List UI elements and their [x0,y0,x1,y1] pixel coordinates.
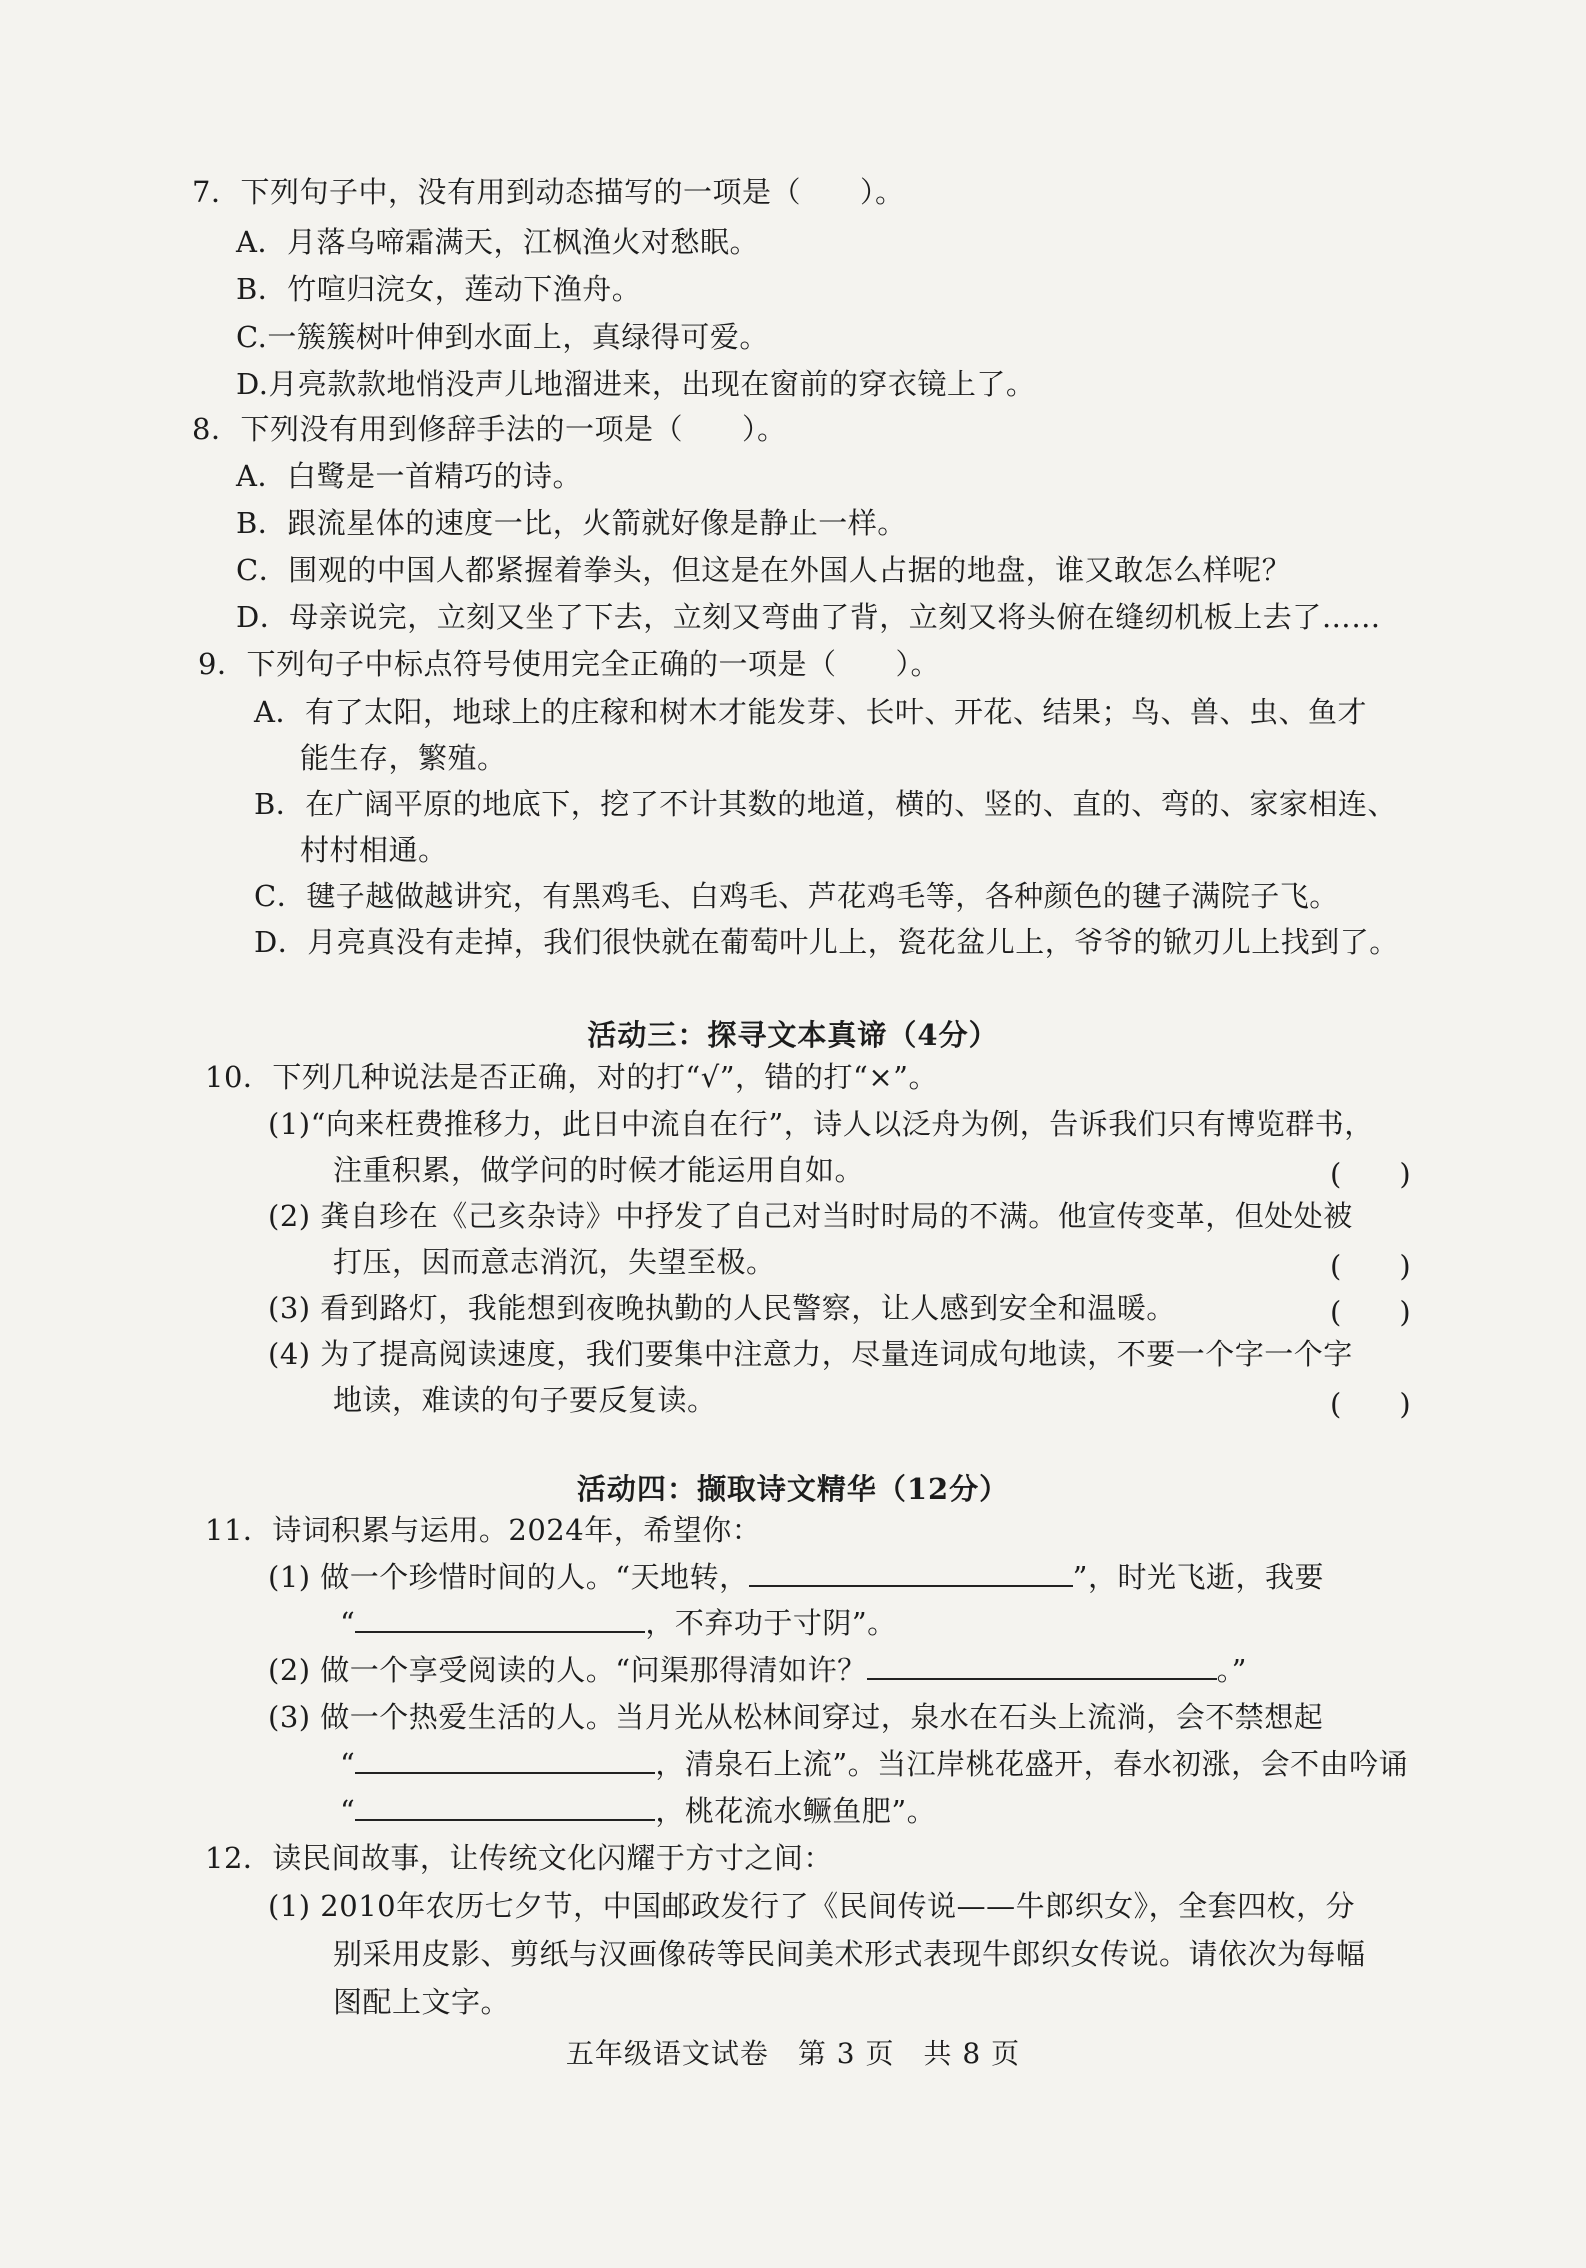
q10-item1-answer[interactable]: ( ) [1330,1157,1411,1191]
section-3-heading: 活动三：探寻文本真谛（4分） [587,1018,999,1052]
q10-item4-line2: 地读，难读的句子要反复读。 [333,1383,717,1417]
q12-item1-line3: 图配上文字。 [333,1985,511,2019]
q11-item1-text-b: ”，时光飞逝，我要 [1072,1560,1324,1594]
q11-item3-line3 [340,1791,936,1831]
q12-item1-line1: (1) 2010年农历七夕节，中国邮政发行了《民间传说——牛郎织女》，全套四枚，分 [268,1889,1356,1923]
q10-item4-answer[interactable]: ( ) [1330,1387,1411,1421]
q7-option-b: B．竹喧归浣女，莲动下渔舟。 [236,272,642,306]
q7-stem: 7．下列句子中，没有用到动态描写的一项是（ ）。 [192,175,905,209]
page-footer: 五年级语文试卷 第 3 页 共 8 页 [565,2037,1021,2070]
q9-option-b-line2: 村村相通。 [300,833,448,867]
q12-item1-line2: 别采用皮影、剪纸与汉画像砖等民间美术形式表现牛郎织女传说。请依次为每幅 [333,1937,1366,1971]
q11-item2 [268,1650,1247,1690]
q10-item2-line1: (2) 龚自珍在《己亥杂诗》中抒发了自己对当时时局的不满。他宣传变革，但处处被 [268,1199,1353,1233]
q11-item1-text-c: ，不弃功于寸阴”。 [645,1606,897,1640]
q11-item1-line2 [340,1603,897,1643]
q12-stem: 12．读民间故事，让传统文化闪耀于方寸之间： [205,1841,833,1875]
q11-item3-text-b: ，清泉石上流”。当江岸桃花盛开，春水初涨，会不由吟诵 [655,1747,1409,1781]
q11-blank-4[interactable] [355,1744,655,1774]
q8-option-b: B．跟流星体的速度一比，火箭就好像是静止一样。 [236,506,907,540]
q11-stem: 11．诗词积累与运用。2024年，希望你： [205,1513,762,1547]
q11-open-quote-3: “ [340,1794,356,1828]
q8-option-c: C．围观的中国人都紧握着拳头，但这是在外国人占据的地盘，谁又敢怎么样呢？ [236,553,1292,587]
q9-option-a-line2: 能生存，繁殖。 [300,741,507,775]
q11-blank-2[interactable] [355,1603,645,1633]
q11-item1-text-a: (1) 做一个珍惜时间的人。“天地转， [268,1560,749,1594]
q9-option-c: C．毽子越做越讲究，有黑鸡毛、白鸡毛、芦花鸡毛等，各种颜色的毽子满院子飞。 [254,879,1339,913]
q8-stem: 8．下列没有用到修辞手法的一项是（ ）。 [192,412,787,446]
q10-item2-answer[interactable]: ( ) [1330,1249,1411,1283]
q7-option-c: C.一簇簇树叶伸到水面上，真绿得可爱。 [236,320,769,354]
q11-item2-text-b: 。” [1216,1653,1247,1687]
q10-item3-answer[interactable]: ( ) [1330,1295,1411,1329]
q10-item1-line1: (1)“向来枉费推移力，此日中流自在行”，诗人以泛舟为例，告诉我们只有博览群书， [268,1107,1374,1141]
q11-blank-5[interactable] [355,1791,655,1821]
q7-option-d: D.月亮款款地悄没声儿地溜进来，出现在窗前的穿衣镜上了。 [236,367,1036,401]
q11-item2-text-a: (2) 做一个享受阅读的人。“问渠那得清如许？ [268,1653,867,1687]
q11-blank-1[interactable] [749,1557,1073,1587]
q9-option-d: D．月亮真没有走掉，我们很快就在葡萄叶儿上，瓷花盆儿上，爷爷的锨刃儿上找到了。 [254,925,1399,959]
q11-item1-line1 [268,1557,1324,1597]
q10-item2-line2: 打压，因而意志消沉，失望至极。 [333,1245,776,1279]
q9-option-b-line1: B．在广阔平原的地底下，挖了不计其数的地道，横的、竖的、直的、弯的、家家相连、 [254,787,1397,821]
q10-item3: (3) 看到路灯，我能想到夜晚执勤的人民警察，让人感到安全和温暖。 [268,1291,1176,1325]
q9-stem: 9．下列句子中标点符号使用完全正确的一项是（ ）。 [198,647,940,681]
q11-item3-line1: (3) 做一个热爱生活的人。当月光从松林间穿过，泉水在石头上流淌，会不禁想起 [268,1700,1324,1734]
q10-item4-line1: (4) 为了提高阅读速度，我们要集中注意力，尽量连词成句地读，不要一个字一个字 [268,1337,1353,1371]
q9-option-a-line1: A．有了太阳，地球上的庄稼和树木才能发芽、长叶、开花、结果；鸟、兽、虫、鱼才 [254,695,1367,729]
q11-open-quote-2: “ [340,1747,356,1781]
q11-blank-3[interactable] [867,1650,1217,1680]
q10-item1-line2: 注重积累，做学问的时候才能运用自如。 [333,1153,865,1187]
q10-stem: 10．下列几种说法是否正确，对的打“√”，错的打“×”。 [205,1060,938,1094]
q11-item3-text-c: ，桃花流水鳜鱼肥”。 [655,1794,937,1828]
q8-option-a: A．白鹭是一首精巧的诗。 [236,459,582,493]
q11-open-quote: “ [340,1606,356,1640]
q8-option-d: D．母亲说完，立刻又坐了下去，立刻又弯曲了背，立刻又将头俯在缝纫机板上去了…… [236,600,1381,634]
section-4-heading: 活动四：撷取诗文精华（12分） [576,1472,1010,1506]
q7-option-a: A．月落乌啼霜满天，江枫渔火对愁眠。 [236,225,759,259]
q11-item3-line2 [340,1744,1408,1784]
